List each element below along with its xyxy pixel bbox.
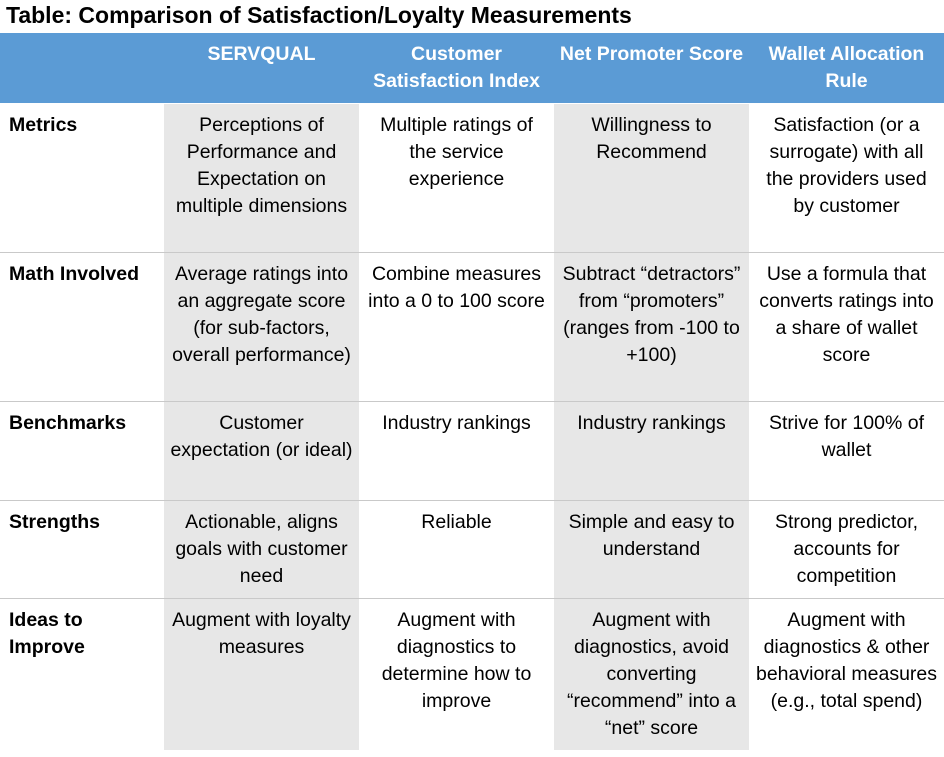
cell-net-promoter-score: Willingness to Recommend — [554, 104, 749, 253]
cell-customer-satisfaction-index: Augment with diagnostics to determine how to improve — [359, 599, 554, 751]
cell-net-promoter-score: Augment with diagnostics, avoid converting “recommend” into a “net” score — [554, 599, 749, 751]
row-label: Metrics — [0, 104, 164, 253]
cell-net-promoter-score: Simple and easy to understand — [554, 501, 749, 599]
cell-wallet-allocation-rule: Strong predictor, accounts for competition — [749, 501, 944, 599]
cell-wallet-allocation-rule: Augment with diagnostics & other behavioral measures (e.g., total spend) — [749, 599, 944, 751]
table-row-strengths — [0, 501, 944, 599]
cell-servqual: Average ratings into an aggregate score (for sub-factors, overall performance) — [164, 253, 359, 402]
table-row-ideas-to-improve — [0, 599, 944, 751]
cell-wallet-allocation-rule: Satisfaction (or a surrogate) with all the providers used by customer — [749, 104, 944, 253]
cell-net-promoter-score: Subtract “detractors” from “promoters” (ranges from -100 to +100) — [554, 253, 749, 402]
table-row-benchmarks — [0, 402, 944, 501]
header-wallet-allocation-rule: Wallet Allocation Rule — [749, 33, 944, 104]
cell-customer-satisfaction-index: Multiple ratings of the service experience — [359, 104, 554, 253]
table-row-math-involved — [0, 253, 944, 402]
row-label: Strengths — [0, 501, 164, 599]
cell-net-promoter-score: Industry rankings — [554, 402, 749, 501]
header-customer-satisfaction-index: Customer Satisfaction Index — [359, 33, 554, 104]
cell-wallet-allocation-rule: Strive for 100% of wallet — [749, 402, 944, 501]
cell-servqual: Actionable, aligns goals with customer need — [164, 501, 359, 599]
header-row — [0, 33, 944, 104]
table-caption: Table: Comparison of Satisfaction/Loyalty Measurements — [6, 2, 632, 28]
row-label: Math Involved — [0, 253, 164, 402]
header-servqual: SERVQUAL — [164, 33, 359, 104]
cell-servqual: Perceptions of Performance and Expectation on multiple dimensions — [164, 104, 359, 253]
cell-customer-satisfaction-index: Combine measures into a 0 to 100 score — [359, 253, 554, 402]
table-row-metrics — [0, 104, 944, 253]
cell-customer-satisfaction-index: Reliable — [359, 501, 554, 599]
row-label: Benchmarks — [0, 402, 164, 501]
header-net-promoter-score: Net Promoter Score — [554, 33, 749, 104]
cell-servqual: Customer expectation (or ideal) — [164, 402, 359, 501]
header-corner-cell — [0, 33, 164, 104]
cell-servqual: Augment with loyalty measures — [164, 599, 359, 751]
comparison-table — [0, 33, 944, 750]
cell-wallet-allocation-rule: Use a formula that converts ratings into a share of wallet score — [749, 253, 944, 402]
row-label: Ideas to Improve — [0, 599, 164, 751]
cell-customer-satisfaction-index: Industry rankings — [359, 402, 554, 501]
